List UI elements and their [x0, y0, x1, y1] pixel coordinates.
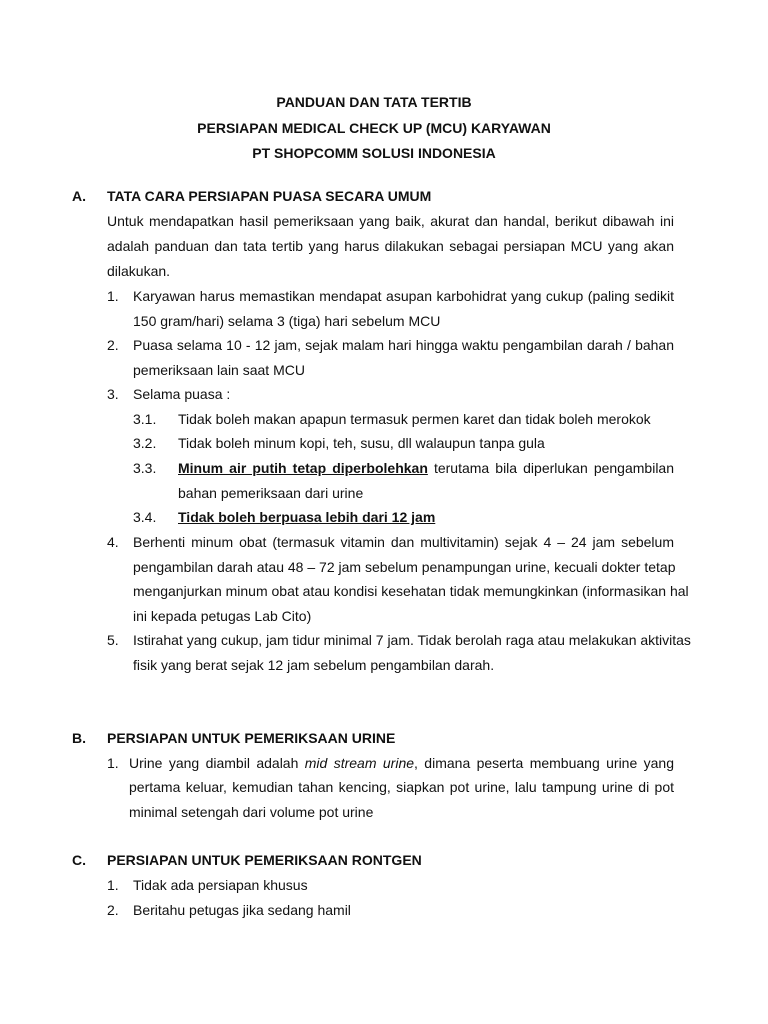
document-title [0, 90, 748, 167]
list-item-number: 5. [107, 632, 119, 648]
list-item-text: Tidak ada persiapan khusus [133, 877, 308, 893]
list-item-text: minimal setengah dari volume pot urine [129, 804, 374, 820]
section-b-letter: B. [72, 730, 86, 746]
sub-item-number: 3.2. [133, 435, 157, 451]
list-item-number: 1. [107, 877, 119, 893]
sub-item-emphasis: Minum air putih tetap diperbolehkan [178, 460, 428, 476]
section-a-letter: A. [72, 188, 86, 204]
list-item-number: 1. [107, 755, 119, 771]
list-item-text: Istirahat yang cukup, jam tidur minimal 7 jam. Tidak berolah raga atau melakukan aktivitas [133, 632, 691, 648]
sub-item-rest: terutama bila diperlukan pengambilan [433, 460, 674, 476]
section-c-letter: C. [72, 852, 86, 868]
sub-item-text [178, 505, 435, 530]
list-item-text: pertama keluar, kemudian tahan kencing, siapkan pot urine, lalu tampung urine di pot [129, 779, 674, 795]
list-item-text: menganjurkan minum obat atau kondisi kesehatan tidak memungkinkan (informasikan hal [133, 583, 689, 599]
list-item-text [129, 751, 674, 776]
sub-item-text: bahan pemeriksaan dari urine [178, 485, 364, 501]
list-item-text-pre: Urine yang diambil adalah [129, 755, 299, 771]
list-item-text-post: , dimana peserta membuang urine yang [414, 755, 675, 771]
list-item-number: 3. [107, 386, 119, 402]
sub-item-emphasis: Tidak boleh berpuasa lebih dari 12 jam [178, 509, 436, 525]
list-item-text: Berhenti minum obat (termasuk vitamin dan multivitamin) sejak 4 – 24 jam sebelum [133, 534, 674, 550]
list-item-text: fisik yang berat sejak 12 jam sebelum pengambilan darah. [133, 657, 495, 673]
title-line-2: PERSIAPAN MEDICAL CHECK UP (MCU) KARYAWAN [197, 119, 551, 136]
title-line-1: PANDUAN DAN TATA TERTIB [276, 94, 472, 110]
section-a-intro-line-1: Untuk mendapatkan hasil pemeriksaan yang baik, akurat dan handal, berikut dibawah ini [107, 213, 674, 229]
list-item-text: pengambilan darah atau 48 – 72 jam sebelum penampungan urine, kecuali dokter tetap [133, 559, 676, 575]
sub-item-number: 3.4. [133, 509, 157, 525]
section-a-title: TATA CARA PERSIAPAN PUASA SECARA UMUM [107, 188, 432, 204]
section-a-intro-line-3: dilakukan. [107, 263, 171, 279]
list-item-text: Selama puasa : [133, 386, 231, 402]
list-item-text: Beritahu petugas jika sedang hamil [133, 902, 351, 918]
sub-item-number: 3.3. [133, 460, 157, 476]
list-item-text: ini kepada petugas Lab Cito) [133, 608, 312, 624]
list-item-text: Karyawan harus memastikan mendapat asupan karbohidrat yang cukup (paling sedikit [133, 288, 674, 304]
list-item-text: 150 gram/hari) selama 3 (tiga) hari sebelum MCU [133, 313, 441, 329]
title-line-3: PT SHOPCOMM SOLUSI INDONESIA [252, 145, 496, 161]
list-item-text: Puasa selama 10 - 12 jam, sejak malam hari hingga waktu pengambilan darah / bahan [133, 337, 674, 353]
sub-item-text: Tidak boleh makan apapun termasuk permen karet dan tidak boleh merokok [178, 411, 651, 427]
section-a-intro-line-2: adalah panduan dan tata tertib yang harus dilakukan sebagai persiapan MCU yang akan [107, 238, 674, 254]
sub-item-number: 3.1. [133, 411, 157, 427]
list-item-number: 1. [107, 288, 119, 304]
list-item-number: 2. [107, 337, 119, 353]
list-item-number: 2. [107, 902, 119, 918]
list-item-italic: mid stream urine [304, 755, 415, 771]
sub-item-text [178, 456, 674, 481]
list-item-number: 4. [107, 534, 119, 550]
list-item-text: pemeriksaan lain saat MCU [133, 362, 305, 378]
section-b-title: PERSIAPAN UNTUK PEMERIKSAAN URINE [107, 730, 396, 746]
sub-item-text: Tidak boleh minum kopi, teh, susu, dll walaupun tanpa gula [178, 435, 545, 451]
section-c-title: PERSIAPAN UNTUK PEMERIKSAAN RONTGEN [107, 852, 422, 868]
